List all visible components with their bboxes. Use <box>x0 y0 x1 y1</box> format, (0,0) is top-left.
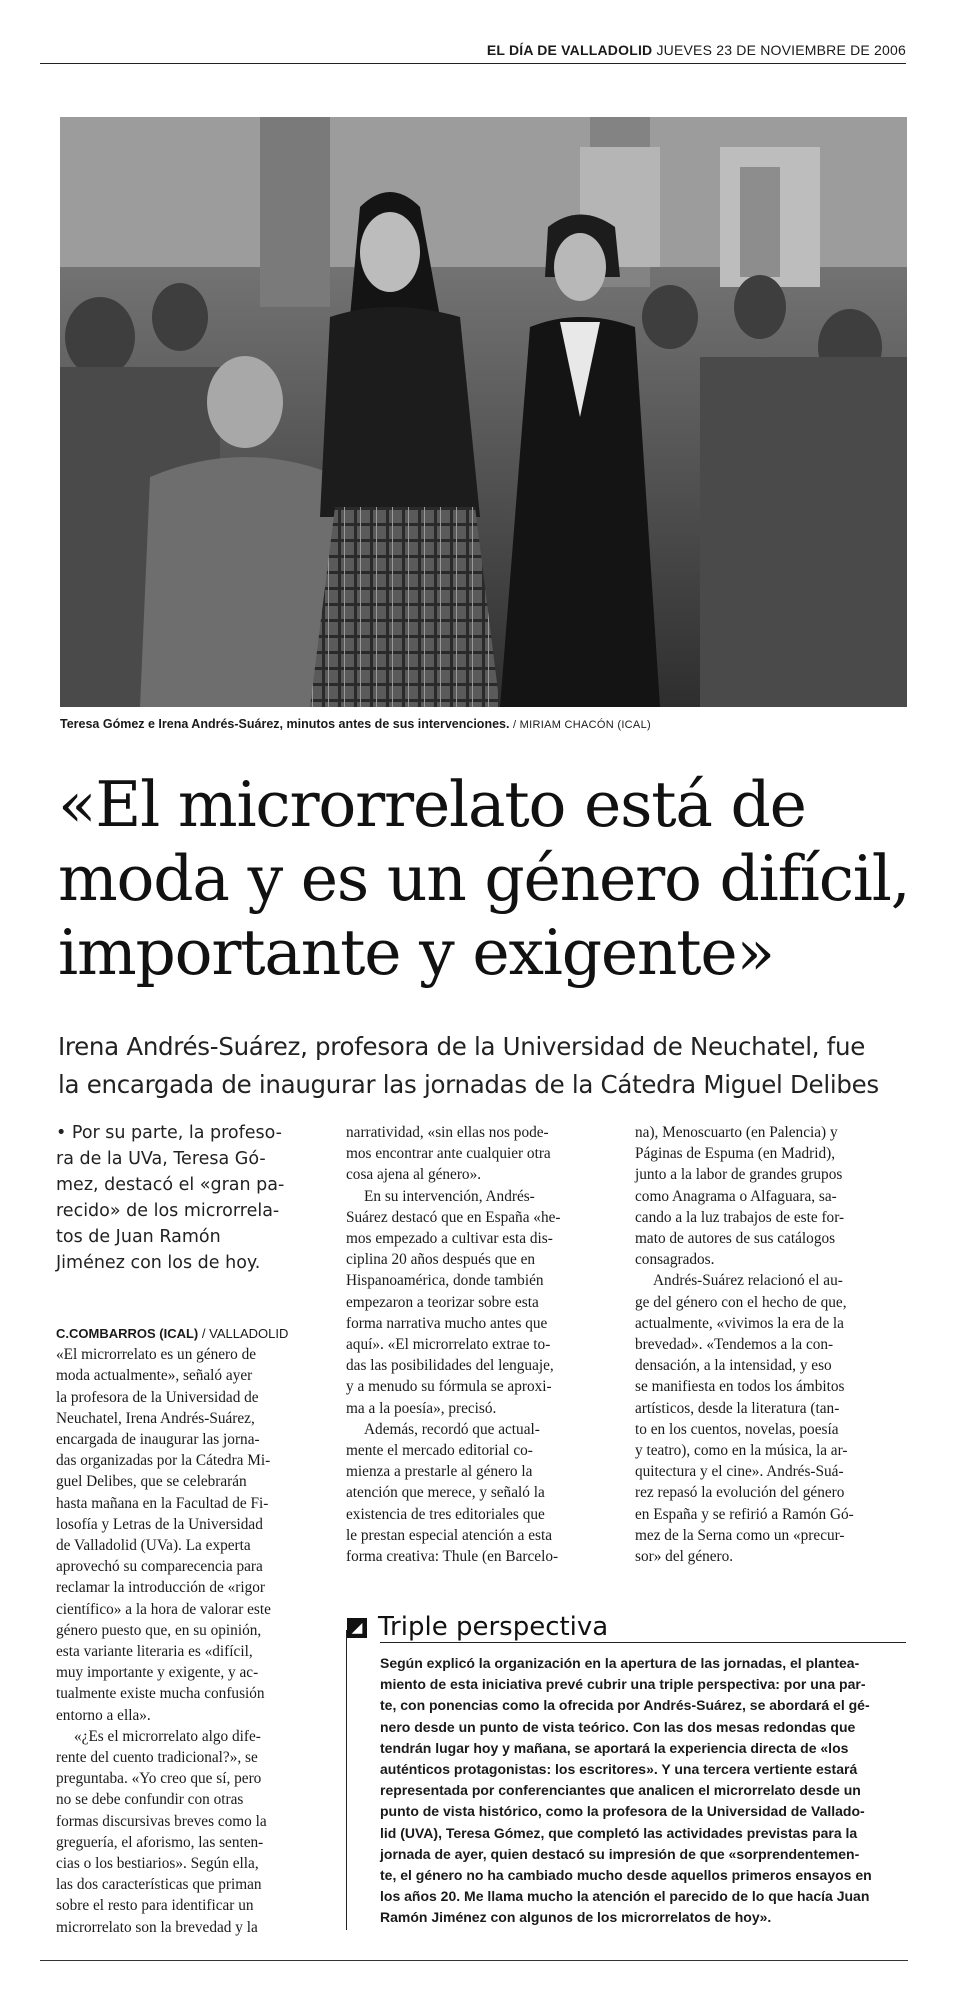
body-line: como Anagrama o Alfaguara, sa- <box>635 1187 837 1205</box>
sidebar-marker-icon: ◢ <box>347 1618 367 1638</box>
body-line: artísticos, desde la literatura (tan- <box>635 1399 840 1417</box>
body-line: aprovechó su comparecencia para <box>56 1558 263 1576</box>
body-line: rente del cuento tradicional?», se <box>56 1749 258 1767</box>
body-line: narratividad, «sin ellas nos pode- <box>346 1124 549 1141</box>
body-line: actualmente, «vivimos la era de la <box>635 1314 844 1332</box>
sidebar-line: punto de vista histórico, como la profesora de la Universidad de Vallado- <box>380 1803 865 1820</box>
body-line: se manifiesta en todos los ámbitos <box>635 1378 845 1396</box>
body-line: rez repasó la evolución del género <box>635 1484 845 1502</box>
summary-line: ra de la UVa, Teresa Gó- <box>56 1149 266 1169</box>
body-line: ge del género con el hecho de que, <box>635 1293 847 1311</box>
article-column-2 <box>346 1122 614 1567</box>
summary-line: Jiménez con los de hoy. <box>56 1253 261 1273</box>
body-line: Suárez destacó que en España «he- <box>346 1208 561 1226</box>
issue-date: JUEVES 23 DE NOVIEMBRE DE 2006 <box>656 42 906 58</box>
body-line: Neuchatel, Irena Andrés-Suárez, <box>56 1409 255 1427</box>
sidebar-line: Ramón Jiménez con algunos de los microrrelatos de hoy». <box>380 1909 772 1926</box>
body-line: tualmente existe mucha confusión <box>56 1685 265 1703</box>
body-line: forma creativa: Thule (en Barcelo- <box>346 1548 559 1566</box>
article-column-3 <box>635 1122 905 1567</box>
body-line: «El microrrelato es un género de <box>56 1346 257 1364</box>
headline-line: moda y es un género difícil, <box>58 842 910 915</box>
sidebar-title: Triple perspectiva <box>378 1612 609 1642</box>
sidebar-line: miento de esta iniciativa prevé cubrir una triple perspectiva: por una par- <box>380 1676 866 1693</box>
byline-author: C.COMBARROS (ICAL) <box>56 1326 199 1341</box>
body-line: ciplina 20 años después que en <box>346 1251 536 1269</box>
summary-line: • Por su parte, la profeso- <box>56 1123 282 1143</box>
body-line: Hispanoamérica, donde también <box>346 1272 544 1290</box>
article-column-1 <box>56 1323 322 1938</box>
body-line: En su intervención, Andrés- <box>364 1187 535 1205</box>
headline-line: «El microrrelato está de <box>58 768 806 841</box>
body-line: empezaron a teorizar sobre esta <box>346 1293 539 1311</box>
body-line: hasta mañana en la Facultad de Fi- <box>56 1494 269 1512</box>
body-line: mez de la Serna como un «precur- <box>635 1526 845 1544</box>
body-line: ma a la poesía», precisó. <box>346 1399 497 1417</box>
headline-line: importante y exigente» <box>58 916 774 989</box>
summary-highlight <box>56 1120 326 1276</box>
body-line: cando a la luz trabajos de este for- <box>635 1208 845 1226</box>
body-line: Además, recordó que actual- <box>364 1420 540 1438</box>
body-line: científico» a la hora de valorar este <box>56 1600 271 1618</box>
body-line: losofía y Letras de la Universidad <box>56 1515 263 1533</box>
body-line: mos empezado a cultivar esta dis- <box>346 1230 553 1248</box>
masthead <box>487 42 906 58</box>
body-line: densación, a la intensidad, y eso <box>635 1357 832 1375</box>
body-line: aquí». «El microrrelato extrae to- <box>346 1336 551 1354</box>
body-line: das las posibilidades del lenguaje, <box>346 1357 554 1375</box>
body-line: mos encontrar ante cualquier otra <box>346 1145 551 1163</box>
byline-place: / VALLADOLID <box>201 1326 289 1341</box>
body-line: na), Menoscuarto (en Palencia) y <box>635 1124 838 1141</box>
body-line: mienza a prestarle al género la <box>346 1463 533 1481</box>
sidebar-body <box>380 1653 905 1929</box>
summary-line: mez, destacó el «gran pa- <box>56 1175 285 1195</box>
body-line: junto a la labor de grandes grupos <box>635 1166 843 1184</box>
newspaper-name: EL DÍA DE VALLADOLID <box>486 42 653 58</box>
sidebar-line: te, con ponencias como la ofrecida por Andrés-Suárez, se abordará el gé- <box>380 1697 870 1714</box>
sidebar-line: los años 20. Me llama mucho la atención el parecido de lo que hacía Juan <box>380 1888 870 1905</box>
body-line: forma narrativa mucho antes que <box>346 1314 548 1332</box>
body-line: y teatro), como en la música, la ar- <box>635 1442 848 1460</box>
sidebar-line: Según explicó la organización en la apertura de las jornadas, el plantea- <box>380 1655 860 1671</box>
body-line: mente el mercado editorial co- <box>346 1442 533 1460</box>
body-line: la profesora de la Universidad de <box>56 1388 259 1406</box>
article-photo <box>60 117 907 707</box>
body-line: esta variante literaria es «difícil, <box>56 1643 253 1661</box>
photo-caption <box>60 717 910 731</box>
body-line: muy importante y exigente, y ac- <box>56 1664 259 1682</box>
body-line: to en los cuentos, novelas, poesía <box>635 1420 839 1438</box>
body-line: greguería, el aforismo, las senten- <box>56 1833 264 1851</box>
subheadline <box>58 1028 928 1104</box>
photo-credit: / MIRIAM CHACÓN (ICAL) <box>512 719 651 731</box>
body-line: preguntaba. «Yo creo que sí, pero <box>56 1770 262 1788</box>
body-line: formas discursivas breves como la <box>56 1812 267 1830</box>
body-line: y a menudo su fórmula se aproxi- <box>346 1378 552 1396</box>
sidebar-left-rule <box>346 1630 347 1930</box>
body-line: consagrados. <box>635 1251 715 1269</box>
headline <box>58 768 918 990</box>
summary-line: tos de Juan Ramón <box>56 1227 221 1247</box>
sidebar-top-rule <box>380 1642 906 1643</box>
body-line: reclamar la introducción de «rigor <box>56 1579 265 1597</box>
body-line: mato de autores de sus catálogos <box>635 1230 836 1248</box>
body-line: Páginas de Espuma (en Madrid), <box>635 1145 836 1163</box>
sidebar-line: auténticos protagonistas: los escritores». Y una tercera vertiente estará <box>380 1761 858 1778</box>
summary-line: recido» de los microrrela- <box>56 1201 280 1221</box>
bottom-rule <box>40 1960 908 1961</box>
subheadline-line: la encargada de inaugurar las jornadas de la Cátedra Miguel Delibes <box>58 1070 879 1099</box>
sidebar-line: representada por conferenciantes que analicen el microrrelato desde un <box>380 1782 861 1799</box>
body-line: Andrés-Suárez relacionó el au- <box>653 1272 843 1290</box>
byline <box>56 1323 322 1344</box>
body-line: microrrelato son la brevedad y la <box>56 1918 258 1936</box>
caption-text: Teresa Gómez e Irena Andrés-Suárez, minutos antes de sus intervenciones. <box>60 717 510 731</box>
subheadline-line: Irena Andrés-Suárez, profesora de la Universidad de Neuchatel, fue <box>58 1032 866 1061</box>
body-line: género puesto que, en su opinión, <box>56 1621 262 1639</box>
body-line: encargada de inaugurar las jorna- <box>56 1431 260 1449</box>
body-line: guel Delibes, que se celebrarán <box>56 1473 247 1491</box>
body-line: das organizadas por la Cátedra Mi- <box>56 1452 271 1470</box>
sidebar-line: tendrán lugar hoy y mañana, se aportará la experiencia directa de «los <box>380 1739 849 1756</box>
photo-illustration <box>60 117 907 707</box>
sidebar-line: nero desde un punto de vista teórico. Con las dos mesas redondas que <box>380 1718 856 1735</box>
sidebar-line: lid (UVA), Teresa Gómez, que completó las actividades previstas para la <box>380 1824 858 1841</box>
body-line: existencia de tres editoriales que <box>346 1505 545 1523</box>
body-line: cias o los bestiarios». Según ella, <box>56 1855 259 1873</box>
sidebar-line: jornada de ayer, quien destacó su impresión de que «sorprendentemen- <box>380 1845 860 1862</box>
header-rule <box>40 63 906 64</box>
body-line: entorno a ella». <box>56 1706 151 1724</box>
body-line: en España y se refirió a Ramón Gó- <box>635 1505 854 1523</box>
body-line: brevedad». «Tendemos a la con- <box>635 1336 834 1354</box>
body-line: de Valladolid (UVa). La experta <box>56 1537 251 1555</box>
body-line: «¿Es el microrrelato algo dife- <box>74 1727 261 1745</box>
body-line: quitectura y el cine». Andrés-Suá- <box>635 1463 844 1481</box>
body-line: las dos características que priman <box>56 1876 262 1894</box>
body-line: le prestan especial atención a esta <box>346 1526 552 1544</box>
body-line: moda actualmente», señaló ayer <box>56 1367 253 1385</box>
body-line: no se debe confundir con otras <box>56 1791 244 1809</box>
body-line: cosa ajena al género». <box>346 1166 482 1184</box>
body-line: sor» del género. <box>635 1548 734 1566</box>
body-line: sobre el resto para identificar un <box>56 1897 254 1915</box>
body-line: atención que merece, y señaló la <box>346 1484 545 1502</box>
sidebar-line: te, el género no ha cambiado mucho desde aquellos primeros ensayos en <box>380 1867 872 1884</box>
